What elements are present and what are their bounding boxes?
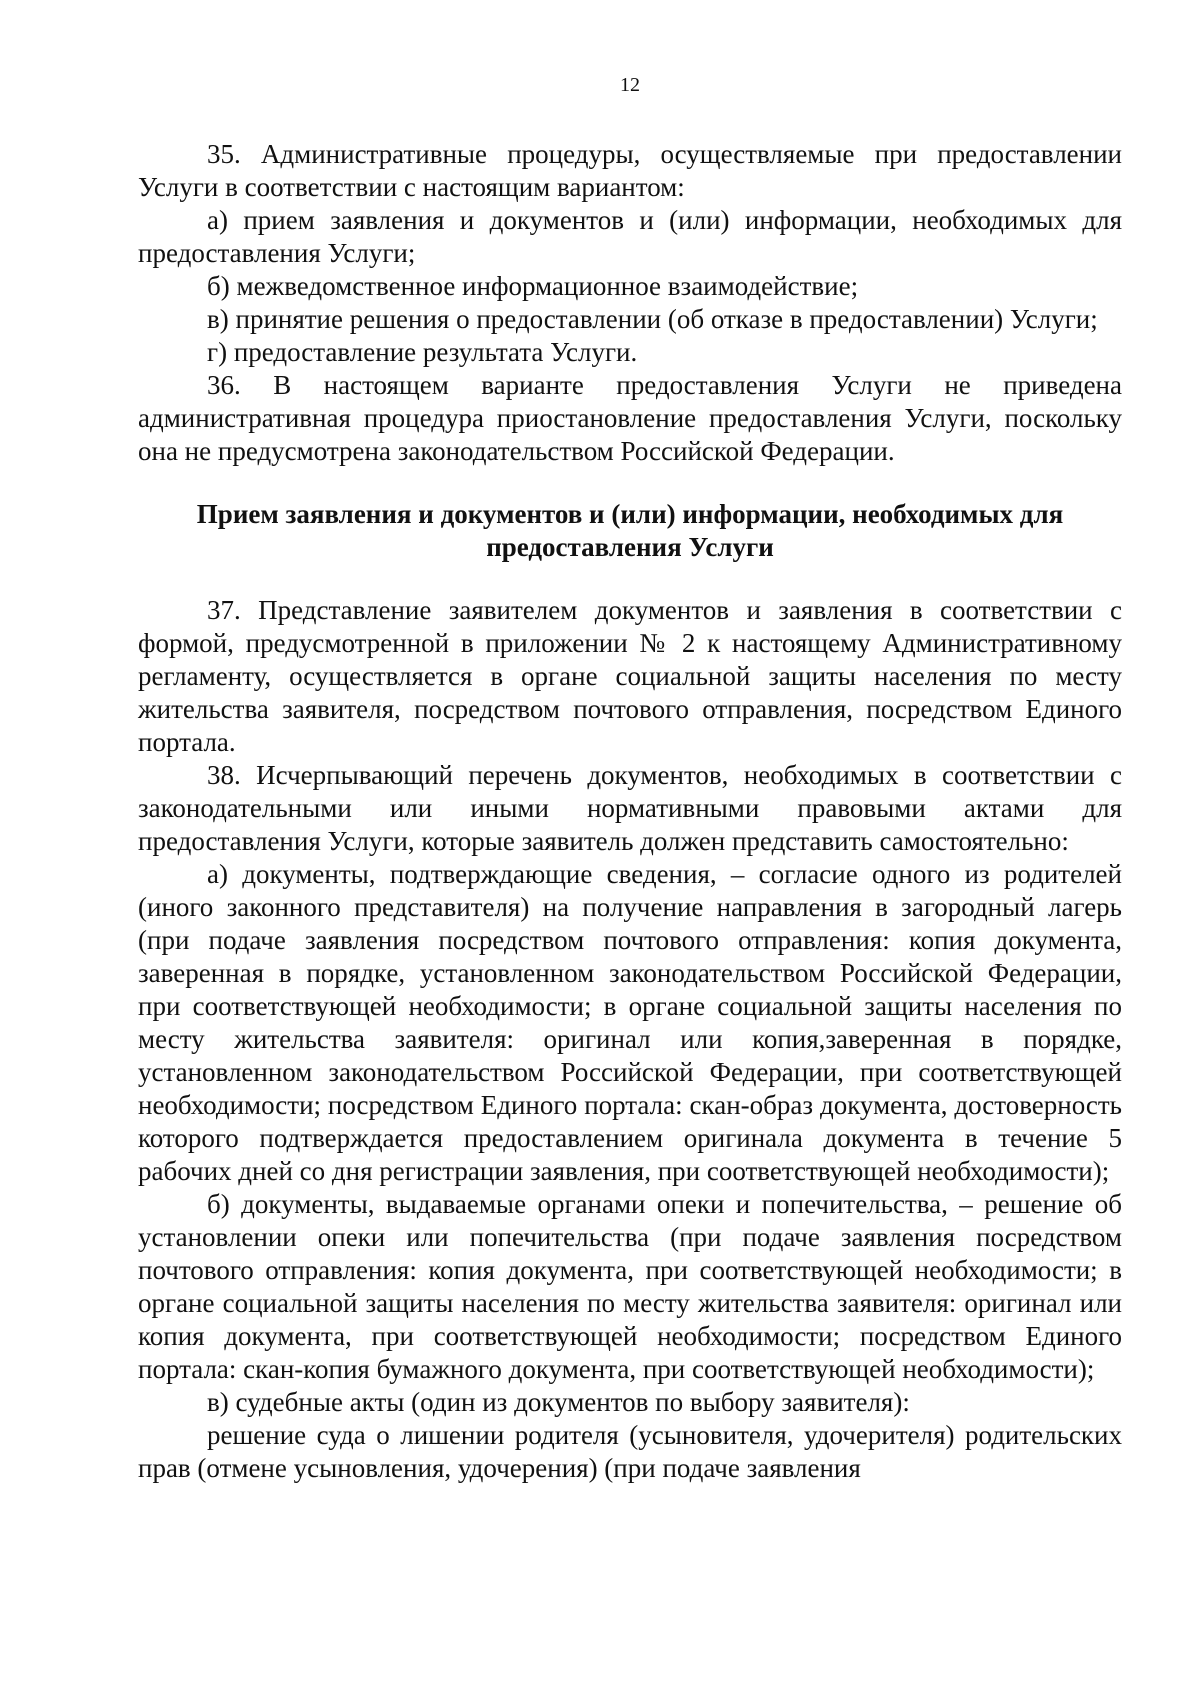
paragraph-38: 38. Исчерпывающий перечень документов, необходимых в соответствии с законодательными или иными нормативными правовыми актами для предоставления Услуги, которые заявитель должен представить самостоятельно: (138, 760, 1122, 856)
list-item-v: в) принятие решения о предоставлении (об отказе в предоставлении) Услуги; (207, 304, 1098, 334)
list-item-a: а) прием заявления и документов и (или) информации, необходимых для предоставления Услуги; (138, 205, 1122, 268)
page-number: 12 (620, 74, 640, 96)
documents-item-v: в) судебные акты (один из документов по выбору заявителя): (207, 1387, 910, 1417)
court-decision-paragraph: решение суда о лишении родителя (усыновителя, удочерителя) родительских прав (отмене усыновления, удочерения) (при подаче заявления (138, 1420, 1122, 1483)
paragraph-36: 36. В настоящем варианте предоставления Услуги не приведена административная процедура приостановление предоставления Услуги, поскольку она не предусмотрена законодательством Российской Федерации. (138, 370, 1122, 466)
documents-item-a: а) документы, подтверждающие сведения, – согласие одного из родителей (иного законного представителя) на получение направления в загородный лагерь (при подаче заявления посредством почтового отправления: копия документа, заверенная в порядке, установленном законодательством Российской Федерации, при соответствующей необходимости; в органе социальной защиты населения по месту жительства заявителя: оригинал или копия,заверенная в порядке, установленном законодательством Российской Федерации, при соответствующей необходимости; посредством Единого портала: скан-образ документа, достоверность которого подтверждается предоставлением оригинала документа в течение 5 рабочих дней со дня регистрации заявления, при соответствующей необходимости); (138, 859, 1122, 1186)
paragraph-35: 35. Административные процедуры, осуществляемые при предоставлении Услуги в соответствии с настоящим вариантом: (138, 139, 1122, 202)
paragraph-37: 37. Представление заявителем документов и заявления в соответствии с формой, предусмотренной в приложении № 2 к настоящему Административному регламенту, осуществляется в органе социальной защиты населения по месту жительства заявителя, посредством почтового отправления, посредством Единого портала. (138, 595, 1122, 757)
list-item-g: г) предоставление результата Услуги. (207, 337, 638, 367)
documents-item-b: б) документы, выдаваемые органами опеки и попечительства, – решение об установлении опеки или попечительства (при подаче заявления посредством почтового отправления: копия документа, при соответствующей необходимости; в органе социальной защиты населения по месту жительства заявителя: оригинал или копия документа, при соответствующей необходимости; посредством Единого портала: скан-копия бумажного документа, при соответствующей необходимости); (138, 1189, 1122, 1384)
list-item-b: б) межведомственное информационное взаимодействие; (207, 271, 859, 301)
section-heading: Прием заявления и документов и (или) информации, необходимых для предоставления Услуги (196, 499, 1064, 562)
document-body (138, 138, 1122, 1485)
